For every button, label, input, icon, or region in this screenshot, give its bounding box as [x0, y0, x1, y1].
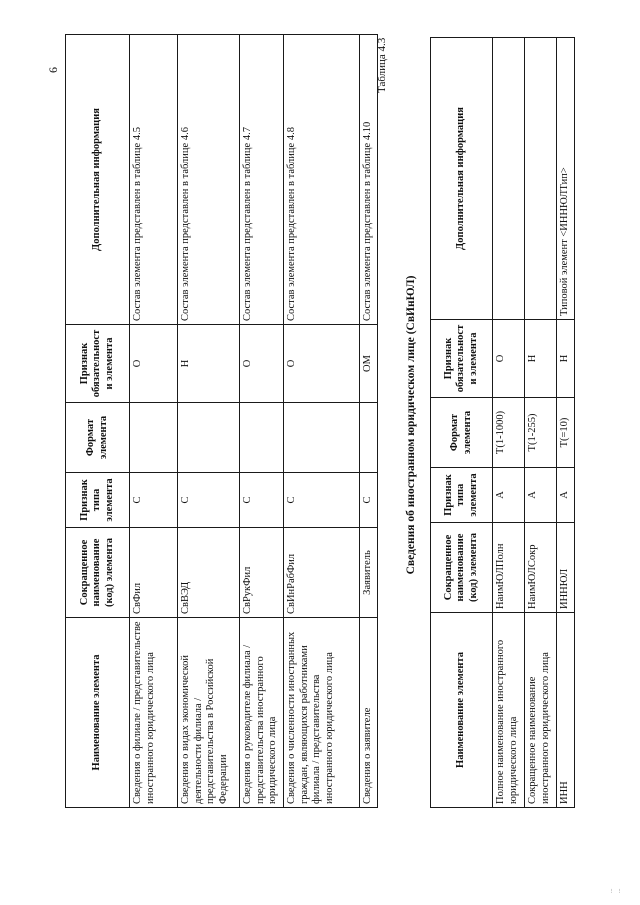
table-row: [493, 38, 525, 808]
header-info: Дополнительная информация: [431, 38, 493, 320]
cell-info: Состав элемента представлен в таблице 4.5: [130, 35, 178, 325]
cell-required: О: [240, 325, 284, 403]
header-type: Признак типа элемента: [66, 473, 130, 528]
table-title: Сведения об иностранном юридическом лице (СвИнЮЛ): [405, 275, 417, 575]
stamp-line: ...: [608, 888, 614, 893]
cell-format: [360, 403, 378, 473]
header-name: Наименование элемента: [66, 618, 130, 808]
cell-name: Сведения о филиале / представительстве иностранного юридического лица: [130, 618, 178, 808]
cell-type: С: [130, 473, 178, 528]
header-format: Формат элемента: [431, 398, 493, 468]
cell-required: Н: [178, 325, 240, 403]
header-code: Сокращенное наименование (код) элемента: [431, 523, 493, 613]
cell-required: О: [493, 320, 525, 398]
table-row: [130, 35, 178, 808]
cell-format: T(1-1000): [493, 398, 525, 468]
cell-code: НаимЮЛПолн: [493, 523, 525, 613]
page-number: 6: [46, 67, 60, 73]
cell-name: Сокращенное наименование иностранного юридического лица: [525, 613, 557, 808]
cell-format: [240, 403, 284, 473]
header-code: Сокращенное наименование (код) элемента: [66, 528, 130, 618]
elements-table: [65, 34, 378, 808]
cell-name: Сведения о численности иностранных граждан, являющихся работниками филиала / представительства иностранного юридического лица: [284, 618, 360, 808]
cell-format: [178, 403, 240, 473]
cell-type: А: [525, 468, 557, 523]
table-row: [284, 35, 360, 808]
cell-info: Состав элемента представлен в таблице 4.7: [240, 35, 284, 325]
faint-stamp: [608, 813, 624, 893]
cell-type: С: [178, 473, 240, 528]
cell-format: T(1-255): [525, 398, 557, 468]
header-type: Признак типа элемента: [431, 468, 493, 523]
cell-format: [284, 403, 360, 473]
cell-type: А: [557, 468, 575, 523]
cell-type: А: [493, 468, 525, 523]
cell-code: СвИнРабФил: [284, 528, 360, 618]
header-format: Формат элемента: [66, 403, 130, 473]
table-header-row: [66, 35, 130, 808]
header-required: Признак обязательности элемента: [431, 320, 493, 398]
cell-required: О: [284, 325, 360, 403]
table-row: [557, 38, 575, 808]
table-row: [360, 35, 378, 808]
cell-info: Состав элемента представлен в таблице 4.8: [284, 35, 360, 325]
cell-code: НаимЮЛСокр: [525, 523, 557, 613]
cell-name: Полное наименование иностранного юридического лица: [493, 613, 525, 808]
table-label: Таблица 4.3: [376, 37, 388, 93]
cell-format: T(=10): [557, 398, 575, 468]
cell-info: Состав элемента представлен в таблице 4.10: [360, 35, 378, 325]
cell-required: Н: [557, 320, 575, 398]
cell-name: ИНН: [557, 613, 575, 808]
cell-code: СвРукФил: [240, 528, 284, 618]
cell-type: С: [360, 473, 378, 528]
cell-name: Сведения о руководителе филиала / представительства иностранного юридического лица: [240, 618, 284, 808]
table-row: [525, 38, 557, 808]
cell-name: Сведения о заявителе: [360, 618, 378, 808]
table-row: [178, 35, 240, 808]
legal-entity-table: [430, 37, 575, 808]
header-name: Наименование элемента: [431, 613, 493, 808]
cell-code: Заявитель: [360, 528, 378, 618]
cell-code: СвВЭД: [178, 528, 240, 618]
cell-required: Н: [525, 320, 557, 398]
header-info: Дополнительная информация: [66, 35, 130, 325]
cell-format: [130, 403, 178, 473]
cell-info: Типовой элемент <ИННЮЛТип>: [557, 38, 575, 320]
cell-info: Состав элемента представлен в таблице 4.6: [178, 35, 240, 325]
header-required: Признак обязательности элемента: [66, 325, 130, 403]
cell-info: [493, 38, 525, 320]
cell-required: О: [130, 325, 178, 403]
cell-code: ИННЮЛ: [557, 523, 575, 613]
cell-info: [525, 38, 557, 320]
cell-type: С: [284, 473, 360, 528]
cell-required: ОМ: [360, 325, 378, 403]
table-row: [240, 35, 284, 808]
table-header-row: [431, 38, 493, 808]
cell-name: Сведения о видах экономической деятельности филиала / представительства в Российской Федерации: [178, 618, 240, 808]
cell-type: С: [240, 473, 284, 528]
stamp-line: ...: [615, 888, 622, 893]
cell-code: СвФил: [130, 528, 178, 618]
